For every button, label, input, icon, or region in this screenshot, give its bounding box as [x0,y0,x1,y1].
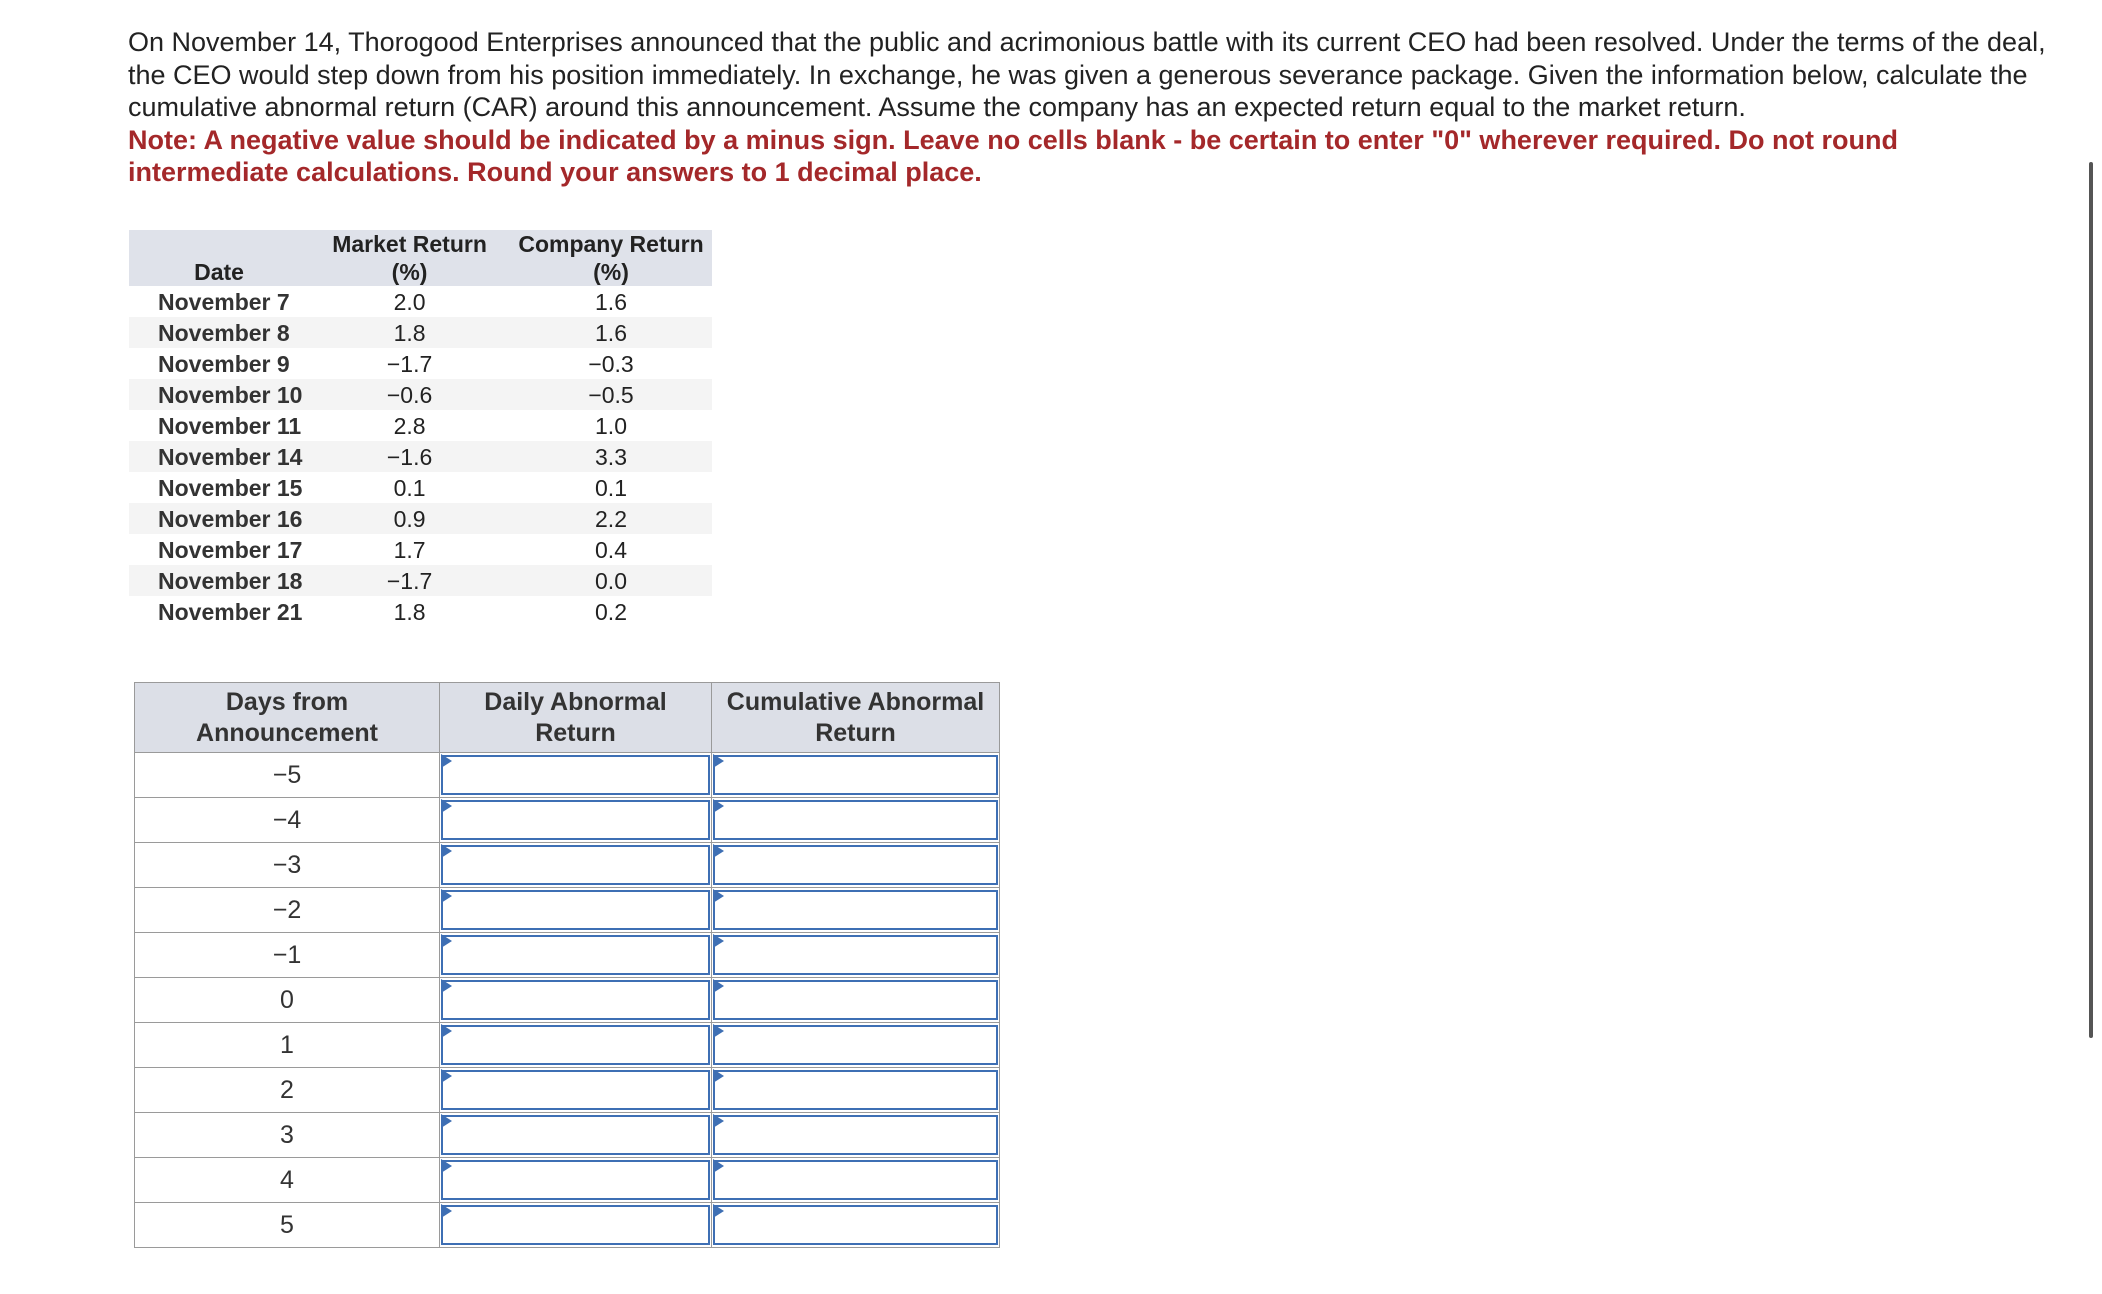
entry-marker-icon [441,754,452,768]
company-return-header-line2: (%) [593,259,629,285]
date-cell: November 7 [158,288,290,315]
abnormal-return-answer-table [134,682,1000,1248]
cumulative-abnormal-return-cell [712,1158,1000,1203]
cumulative-abnormal-return-cell [712,933,1000,978]
cumulative-abnormal-return-cell [712,753,1000,798]
date-header [129,230,309,286]
date-cell: November 9 [158,350,290,377]
daily-abnormal-return-input[interactable] [441,800,710,840]
company-return-cell: 1.6 [510,317,712,348]
company-return-header-line1: Company Return [518,231,704,257]
cumulative-abnormal-return-input[interactable] [713,935,998,975]
cumulative-abnormal-return-cell [712,978,1000,1023]
daily-abnormal-return-cell [440,1023,712,1068]
market-return-cell: 2.0 [393,288,426,315]
data-row [129,410,712,441]
daily-abnormal-return-cell [440,1068,712,1113]
answer-row [135,798,1000,843]
company-return-cell: 2.2 [510,503,712,534]
data-row [129,348,712,379]
daily-abnormal-return-input[interactable] [441,1025,710,1065]
cumulative-abnormal-return-cell [712,1023,1000,1068]
entry-marker-icon [441,1204,452,1218]
daily-abnormal-return-cell [440,1113,712,1158]
daily-abnormal-return-cell [440,1203,712,1248]
data-row [129,565,712,596]
daily-abnormal-return-input[interactable] [441,890,710,930]
cumulative-abnormal-return-input[interactable] [713,980,998,1020]
market-return-header-line2: (%) [391,259,428,285]
cumulative-abnormal-return-input[interactable] [713,800,998,840]
date-cell: November 17 [158,536,303,563]
day-offset-cell: 1 [135,1023,440,1068]
daily-abnormal-return-cell [440,978,712,1023]
cumulative-abnormal-return-input[interactable] [713,845,998,885]
daily-abnormal-return-input[interactable] [441,1160,710,1200]
daily-abnormal-return-input[interactable] [441,935,710,975]
entry-marker-icon [713,979,724,993]
data-row [129,503,712,534]
date-cell: November 8 [129,317,309,348]
cumulative-abnormal-return-input[interactable] [713,1115,998,1155]
cum-header-line1: Cumulative Abnormal [726,688,985,716]
date-header-label: Date [194,259,244,285]
day-offset-cell: −5 [135,753,440,798]
market-return-header-line1: Market Return [332,231,487,257]
market-return-cell: 0.1 [393,474,426,501]
daily-abnormal-return-input[interactable] [441,1205,710,1245]
cumulative-abnormal-return-input[interactable] [713,1025,998,1065]
instruction-note: Note: A negative value should be indicated by a minus sign. Leave no cells blank - be certain to enter "0" wherever required. Do not round intermediate calculations. Round your answers to 1 decimal place. [128,124,1898,187]
date-cell: November 18 [129,565,309,596]
date-cell: November 11 [158,412,302,439]
daily-abnormal-return-cell [440,888,712,933]
vertical-scrollbar[interactable] [2089,162,2093,1038]
cumulative-abnormal-return-cell [712,1068,1000,1113]
days-from-announcement-header [135,683,440,753]
entry-marker-icon [441,844,452,858]
answer-row [135,933,1000,978]
cumulative-abnormal-return-input[interactable] [713,1070,998,1110]
answer-row [135,978,1000,1023]
entry-marker-icon [441,889,452,903]
day-offset-cell: 4 [135,1158,440,1203]
company-return-cell: −0.3 [588,350,634,377]
market-return-cell: 1.8 [309,317,510,348]
question-block [128,26,2063,189]
entry-marker-icon [713,934,724,948]
data-row [129,379,712,410]
daily-abnormal-return-input[interactable] [441,845,710,885]
market-return-cell: 1.7 [393,536,426,563]
market-return-cell: −1.6 [309,441,510,472]
market-return-cell: −1.7 [386,350,433,377]
market-return-cell: −1.7 [309,565,510,596]
company-return-cell: −0.5 [510,379,712,410]
question-text: On November 14, Thorogood Enterprises announced that the public and acrimonious battle with its current CEO had been resolved. Under the terms of the deal, the CEO would step down from his position immediately. In exchange, he was given a generous severance package. Given the information below, calculate the cumulative abnormal return (CAR) around this announcement. Assume the company has an expected return equal to the market return. [128,27,2046,122]
data-row [129,441,712,472]
company-return-cell: 0.1 [595,474,627,501]
daily-abnormal-return-input[interactable] [441,1115,710,1155]
answer-row [135,1023,1000,1068]
daily-abnormal-return-cell [440,843,712,888]
data-row [129,596,712,627]
data-row [129,472,712,503]
date-cell: November 21 [158,598,303,625]
day-offset-cell: 5 [135,1203,440,1248]
day-offset-cell: 2 [135,1068,440,1113]
daily-abnormal-return-input[interactable] [441,1070,710,1110]
day-offset-cell: 3 [135,1113,440,1158]
cumulative-abnormal-return-cell [712,1203,1000,1248]
entry-marker-icon [713,1204,724,1218]
company-return-cell: 0.4 [595,536,627,563]
entry-marker-icon [713,1114,724,1128]
days-header-line1: Days from [225,688,349,716]
entry-marker-icon [441,979,452,993]
entry-marker-icon [441,1114,452,1128]
daily-header-line1: Daily Abnormal [484,688,667,716]
company-return-cell: 0.2 [595,598,627,625]
cumulative-abnormal-return-header [712,683,1000,753]
market-return-cell: 1.8 [393,598,426,625]
entry-marker-icon [441,799,452,813]
entry-marker-icon [713,1069,724,1083]
company-return-cell: 0.0 [510,565,712,596]
day-offset-cell: −1 [135,933,440,978]
date-cell: November 10 [129,379,309,410]
entry-marker-icon [441,934,452,948]
day-offset-cell: −2 [135,888,440,933]
answer-row [135,1113,1000,1158]
returns-data-table [129,230,712,627]
date-cell: November 14 [129,441,309,472]
answer-row [135,888,1000,933]
daily-abnormal-return-cell [440,1158,712,1203]
market-return-cell: −0.6 [309,379,510,410]
cumulative-abnormal-return-cell [712,1113,1000,1158]
day-offset-cell: 0 [135,978,440,1023]
entry-marker-icon [713,799,724,813]
cumulative-abnormal-return-input[interactable] [713,1160,998,1200]
entry-marker-icon [713,754,724,768]
answer-row [135,1158,1000,1203]
cumulative-abnormal-return-cell [712,798,1000,843]
date-cell: November 15 [158,474,303,501]
entry-marker-icon [713,1159,724,1173]
cumulative-abnormal-return-cell [712,888,1000,933]
answer-row [135,753,1000,798]
data-row [129,317,712,348]
entry-marker-icon [441,1069,452,1083]
market-return-cell: 0.9 [309,503,510,534]
cumulative-abnormal-return-input[interactable] [713,1205,998,1245]
answer-row [135,1068,1000,1113]
cum-header-line2: Return [815,719,896,747]
data-row [129,286,712,317]
entry-marker-icon [713,1024,724,1038]
cumulative-abnormal-return-cell [712,843,1000,888]
date-cell: November 16 [129,503,309,534]
daily-abnormal-return-input[interactable] [441,980,710,1020]
days-header-line2: Announcement [196,719,378,747]
entry-marker-icon [713,844,724,858]
company-return-cell: 1.6 [595,288,627,315]
entry-marker-icon [441,1159,452,1173]
company-return-cell: 1.0 [595,412,627,439]
answer-row [135,843,1000,888]
company-return-cell: 3.3 [510,441,712,472]
entry-marker-icon [441,1024,452,1038]
day-offset-cell: −4 [135,798,440,843]
daily-abnormal-return-header [440,683,712,753]
cumulative-abnormal-return-input[interactable] [713,755,998,795]
entry-marker-icon [713,889,724,903]
daily-abnormal-return-cell [440,753,712,798]
company-return-header [510,230,712,286]
daily-abnormal-return-cell [440,933,712,978]
daily-header-line2: Return [535,719,616,747]
daily-abnormal-return-input[interactable] [441,755,710,795]
cumulative-abnormal-return-input[interactable] [713,890,998,930]
answer-row [135,1203,1000,1248]
market-return-header [309,230,510,286]
daily-abnormal-return-cell [440,798,712,843]
market-return-cell: 2.8 [393,412,426,439]
day-offset-cell: −3 [135,843,440,888]
data-row [129,534,712,565]
